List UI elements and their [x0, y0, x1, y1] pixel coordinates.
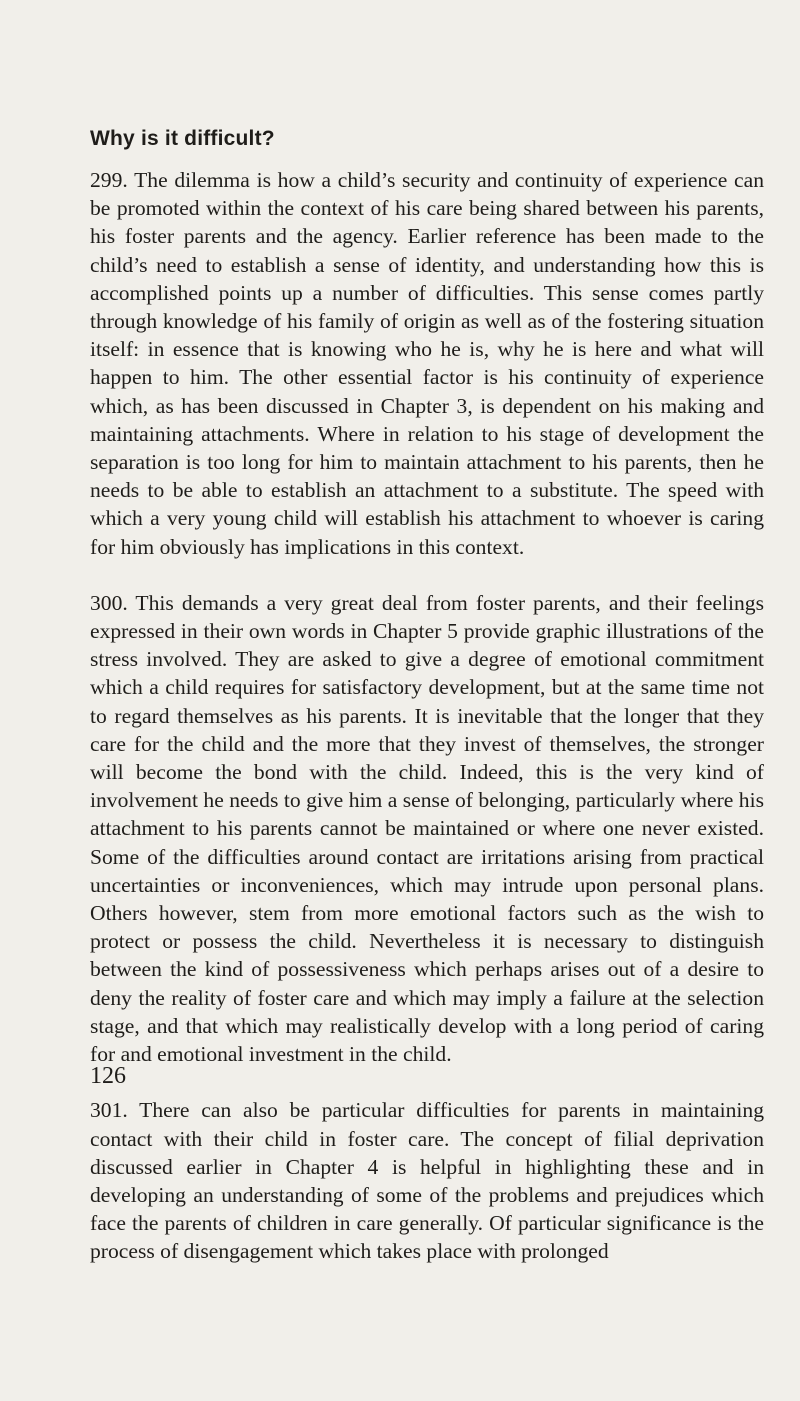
section-heading: Why is it difficult?	[90, 127, 275, 150]
page-number: 126	[90, 1063, 126, 1089]
paragraph-299: 299. The dilemma is how a child’s security and continuity of experience can be promoted within the context of his care being shared between his parents, his foster parents and the agency. Earlier reference has been made to the child’s need to establish a sense of identity, and understanding how this is accomplished points up a number of difficulties. This sense comes partly through knowledge of his family of origin as well as of the fostering situation itself: in essence that is knowing who he is, why he is here and what will happen to him. The other essential factor is his continuity of experience which, as has been discussed in Chapter 3, is dependent on his making and maintaining attachments. Where in relation to his stage of development the separation is too long for him to maintain attachment to his parents, then he needs to be able to establish an attachment to a substitute. The speed with which a very young child will establish his attachment to whoever is caring for him obviously has implications in this context.	[90, 168, 764, 559]
document-page	[90, 124, 764, 1294]
paragraph-301: 301. There can also be particular difficulties for parents in maintaining contact with their child in foster care. The concept of filial deprivation discussed earlier in Chapter 4 is helpful in highlighting these and in developing an understanding of some of the problems and prejudices which face the parents of children in care generally. Of particular significance is the process of disengagement which takes place with prolonged	[90, 1098, 764, 1264]
paragraph-300: 300. This demands a very great deal from foster parents, and their feelings expressed in their own words in Chapter 5 provide graphic illustrations of the stress involved. They are asked to give a degree of emotional commitment which a child requires for satisfactory development, but at the same time not to regard themselves as his parents. It is inevitable that the longer that they care for the child and the more that they invest of themselves, the stronger will become the bond with the child. Indeed, this is the very kind of involvement he needs to give him a sense of belonging, particularly where his attachment to his parents cannot be maintained or where one never existed. Some of the difficulties around contact are irritations arising from practical uncertainties or inconveniences, which may intrude upon personal plans. Others however, stem from more emotional factors such as the wish to protect or possess the child. Nevertheless it is necessary to distinguish between the kind of possessiveness which perhaps arises out of a desire to deny the reality of foster care and which may imply a failure at the selection stage, and that which may realistically develop with a long period of caring for and emotional investment in the child.	[90, 590, 764, 1067]
